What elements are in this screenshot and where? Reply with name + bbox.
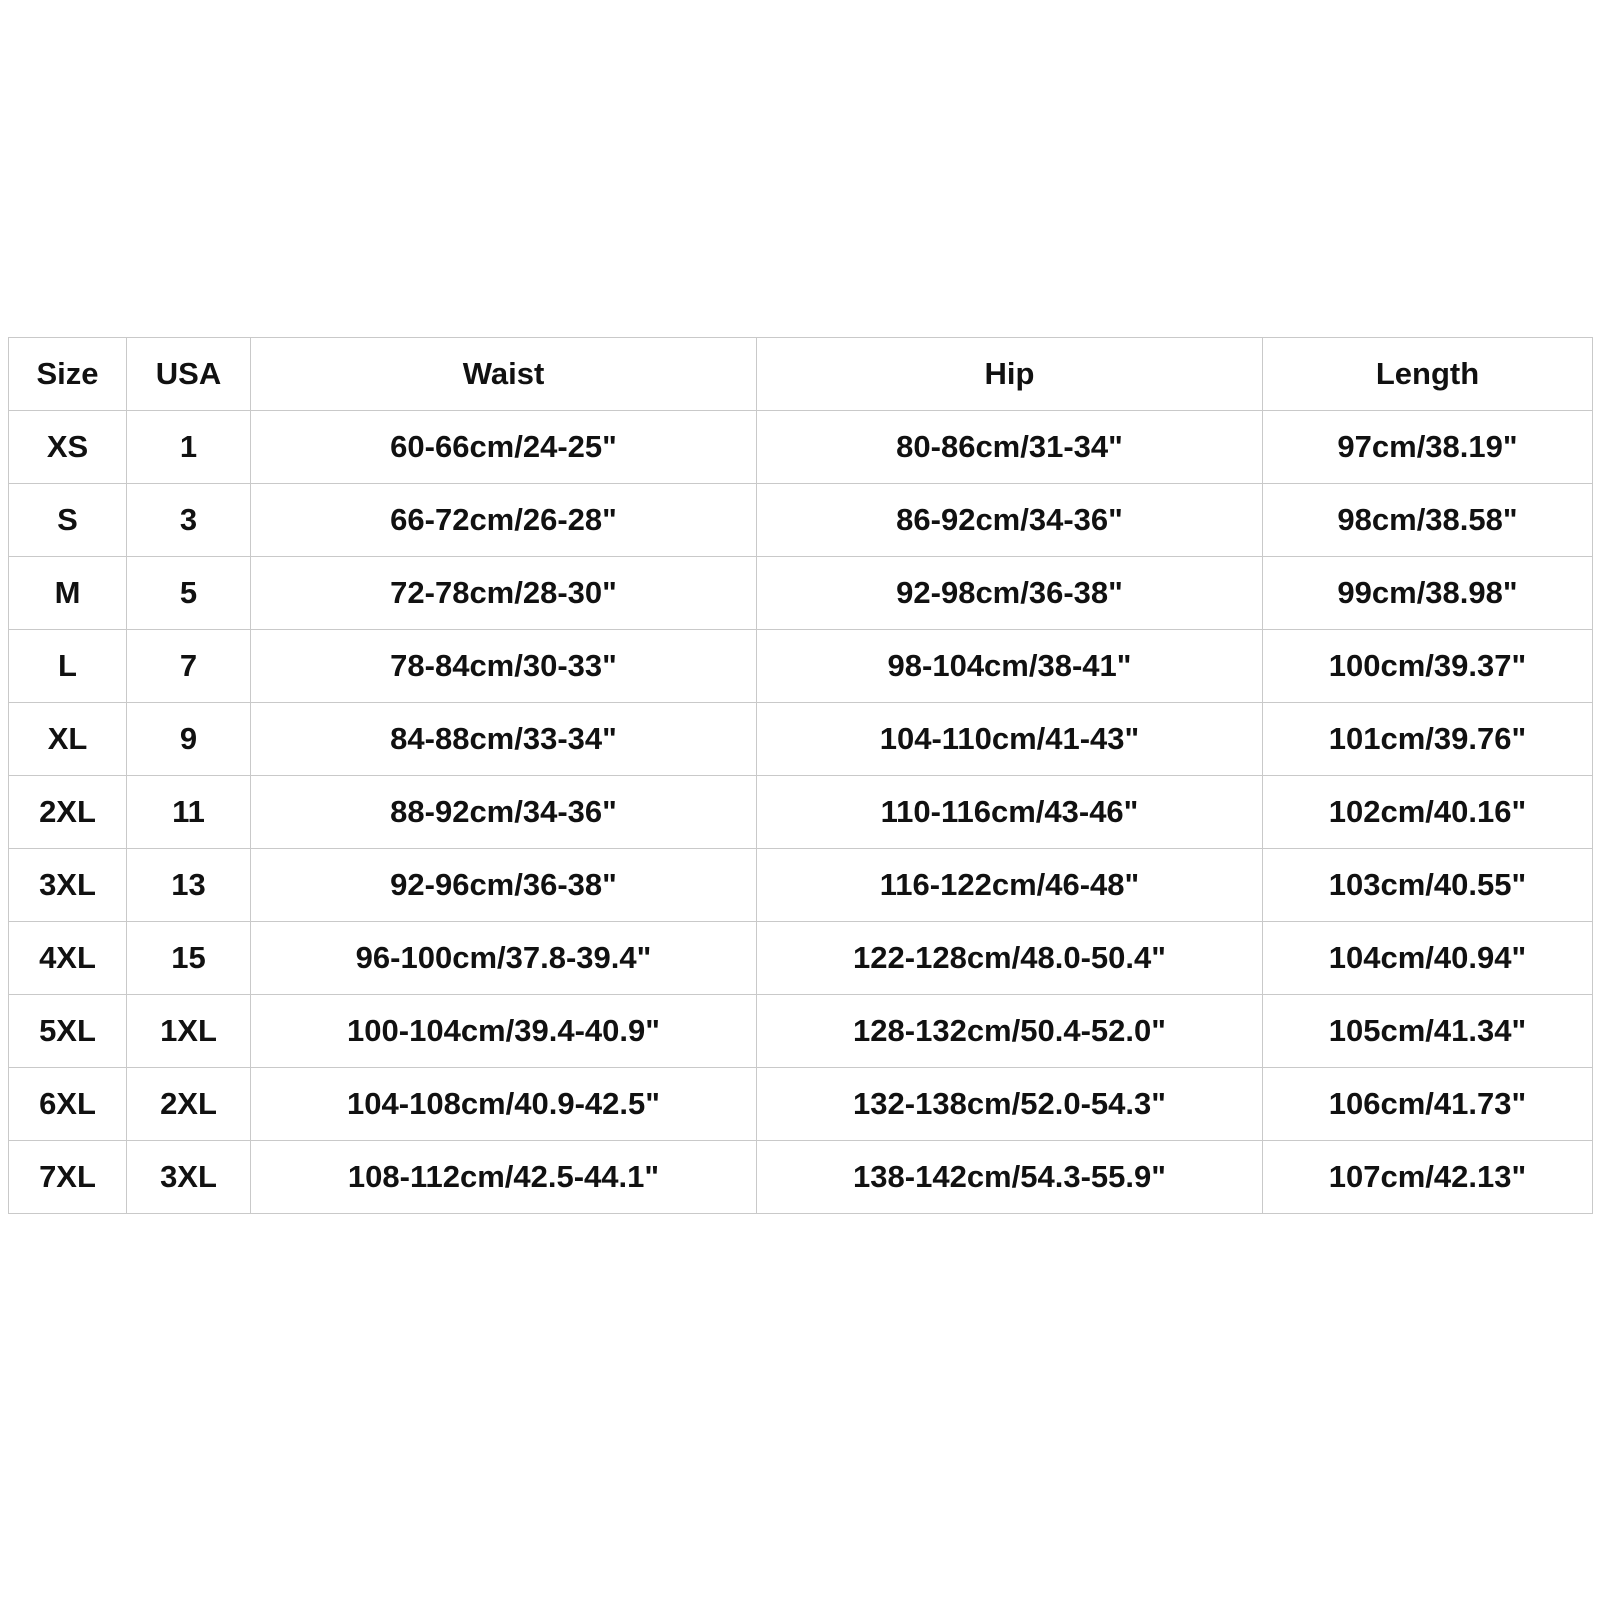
table-row [9, 411, 1593, 484]
table-row [9, 630, 1593, 703]
cell-hip: 92-98cm/36-38" [757, 557, 1263, 630]
cell-hip: 80-86cm/31-34" [757, 411, 1263, 484]
cell-size: XS [9, 411, 127, 484]
cell-waist: 72-78cm/28-30" [251, 557, 757, 630]
header-waist: Waist [251, 338, 757, 411]
cell-usa: 11 [127, 776, 251, 849]
cell-length: 102cm/40.16" [1263, 776, 1593, 849]
table-row [9, 776, 1593, 849]
cell-length: 99cm/38.98" [1263, 557, 1593, 630]
cell-size: M [9, 557, 127, 630]
cell-usa: 2XL [127, 1068, 251, 1141]
cell-waist: 104-108cm/40.9-42.5" [251, 1068, 757, 1141]
cell-hip: 138-142cm/54.3-55.9" [757, 1141, 1263, 1214]
cell-size: L [9, 630, 127, 703]
cell-usa: 1 [127, 411, 251, 484]
table-row [9, 922, 1593, 995]
table-row [9, 995, 1593, 1068]
cell-waist: 92-96cm/36-38" [251, 849, 757, 922]
cell-waist: 60-66cm/24-25" [251, 411, 757, 484]
cell-usa: 7 [127, 630, 251, 703]
table-row [9, 484, 1593, 557]
cell-usa: 3 [127, 484, 251, 557]
cell-length: 107cm/42.13" [1263, 1141, 1593, 1214]
cell-hip: 86-92cm/34-36" [757, 484, 1263, 557]
cell-usa: 5 [127, 557, 251, 630]
cell-length: 105cm/41.34" [1263, 995, 1593, 1068]
cell-length: 103cm/40.55" [1263, 849, 1593, 922]
cell-length: 100cm/39.37" [1263, 630, 1593, 703]
header-hip: Hip [757, 338, 1263, 411]
cell-waist: 84-88cm/33-34" [251, 703, 757, 776]
cell-hip: 104-110cm/41-43" [757, 703, 1263, 776]
cell-usa: 3XL [127, 1141, 251, 1214]
size-chart-table [8, 337, 1593, 1214]
cell-waist: 108-112cm/42.5-44.1" [251, 1141, 757, 1214]
header-length: Length [1263, 338, 1593, 411]
table-row [9, 1068, 1593, 1141]
cell-size: 7XL [9, 1141, 127, 1214]
table-row [9, 703, 1593, 776]
cell-usa: 13 [127, 849, 251, 922]
table-row [9, 557, 1593, 630]
cell-usa: 15 [127, 922, 251, 995]
cell-length: 97cm/38.19" [1263, 411, 1593, 484]
cell-size: 3XL [9, 849, 127, 922]
table-row [9, 1141, 1593, 1214]
cell-usa: 1XL [127, 995, 251, 1068]
cell-waist: 96-100cm/37.8-39.4" [251, 922, 757, 995]
table-row [9, 849, 1593, 922]
cell-size: XL [9, 703, 127, 776]
cell-hip: 98-104cm/38-41" [757, 630, 1263, 703]
cell-hip: 132-138cm/52.0-54.3" [757, 1068, 1263, 1141]
cell-usa: 9 [127, 703, 251, 776]
cell-length: 106cm/41.73" [1263, 1068, 1593, 1141]
cell-hip: 128-132cm/50.4-52.0" [757, 995, 1263, 1068]
cell-waist: 100-104cm/39.4-40.9" [251, 995, 757, 1068]
cell-size: 5XL [9, 995, 127, 1068]
cell-waist: 88-92cm/34-36" [251, 776, 757, 849]
cell-size: 2XL [9, 776, 127, 849]
cell-size: S [9, 484, 127, 557]
cell-hip: 116-122cm/46-48" [757, 849, 1263, 922]
cell-waist: 78-84cm/30-33" [251, 630, 757, 703]
header-usa: USA [127, 338, 251, 411]
cell-length: 101cm/39.76" [1263, 703, 1593, 776]
cell-length: 98cm/38.58" [1263, 484, 1593, 557]
cell-waist: 66-72cm/26-28" [251, 484, 757, 557]
cell-hip: 122-128cm/48.0-50.4" [757, 922, 1263, 995]
size-chart-body [9, 411, 1593, 1214]
header-row [9, 338, 1593, 411]
header-size: Size [9, 338, 127, 411]
cell-size: 4XL [9, 922, 127, 995]
cell-size: 6XL [9, 1068, 127, 1141]
cell-hip: 110-116cm/43-46" [757, 776, 1263, 849]
cell-length: 104cm/40.94" [1263, 922, 1593, 995]
